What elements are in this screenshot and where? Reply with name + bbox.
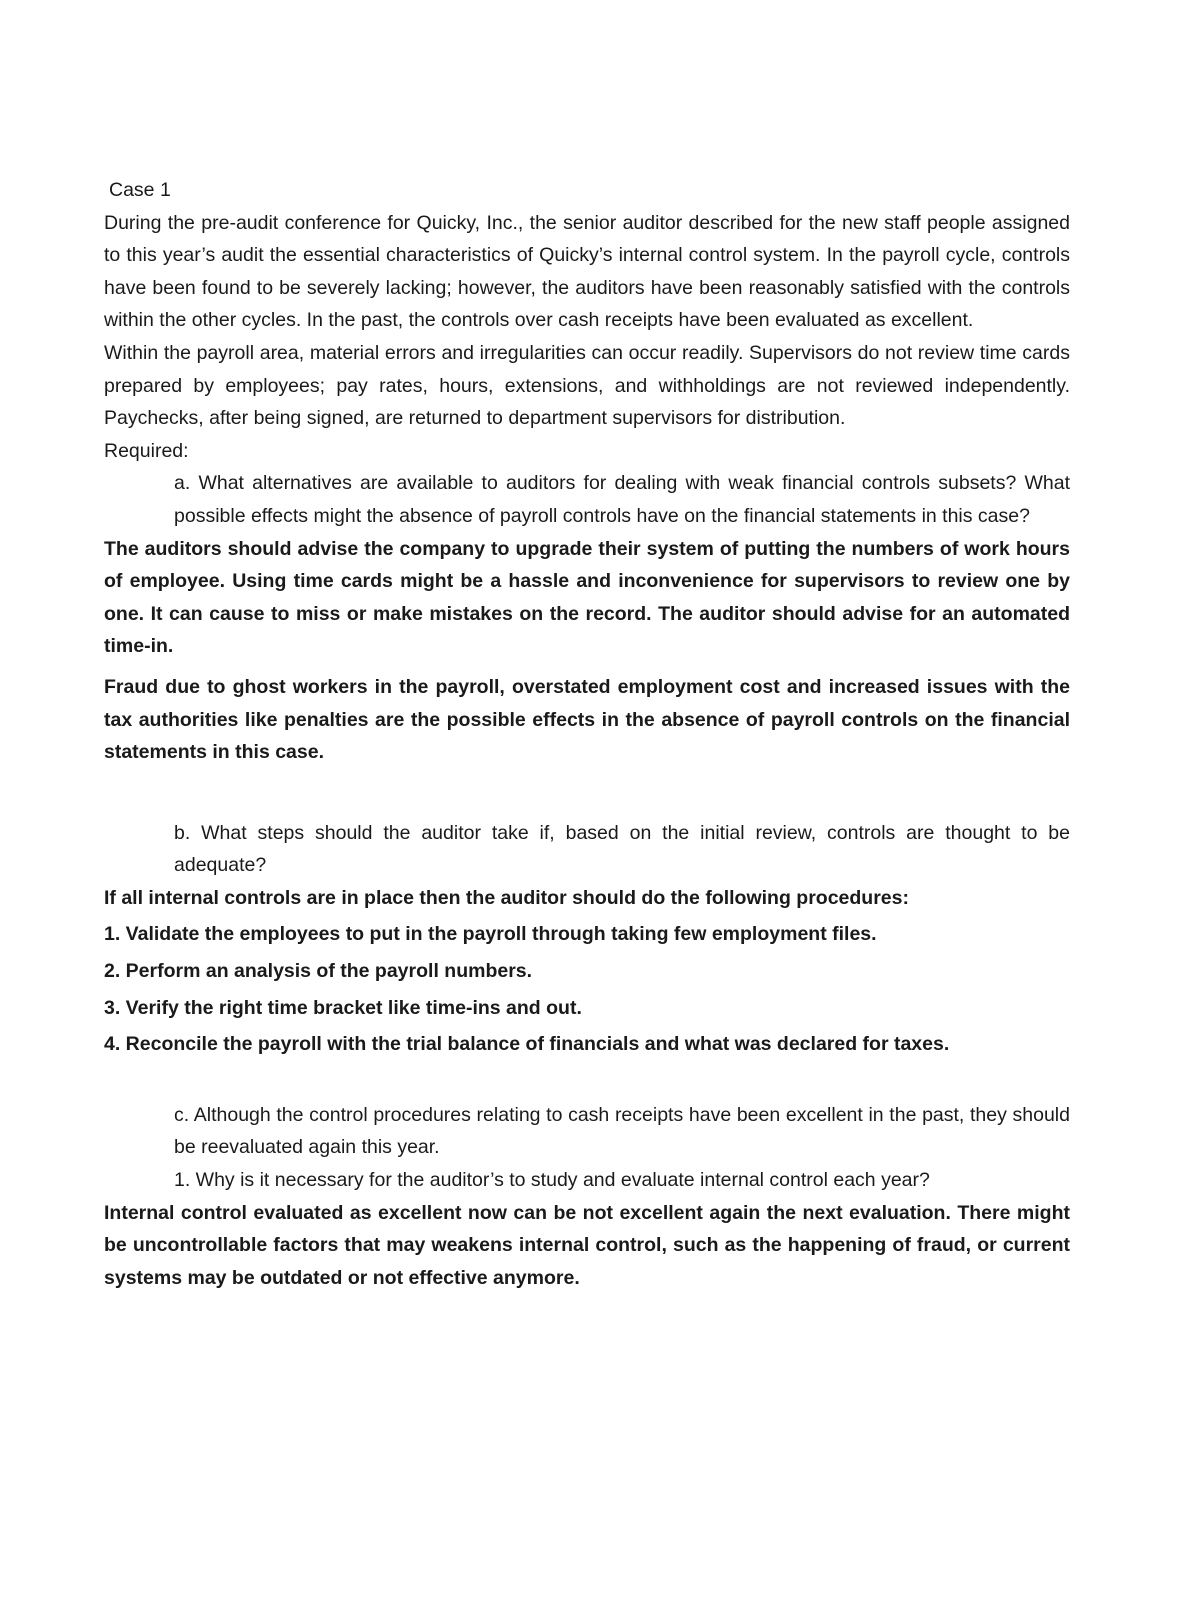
- question-c: c. Although the control procedures relating to cash receipts have been excellent in the past, they should be reevaluated again this year.: [174, 1103, 1070, 1159]
- answer-c-1: Internal control evaluated as excellent now can be not excellent again the next evaluation. There might be uncontrollable factors that may weakens internal control, such as the happening of fraud, or current systems may be outdated or not effective anymore.: [104, 1201, 1070, 1289]
- question-b: b. What steps should the auditor take if, based on the initial review, controls are thought to be adequate?: [174, 821, 1070, 877]
- question-c-1: 1. Why is it necessary for the auditor’s to study and evaluate internal control each year?: [174, 1169, 930, 1192]
- list-item: 2. Perform an analysis of the payroll numbers.: [104, 960, 533, 983]
- list-item: 1. Validate the employees to put in the payroll through taking few employment files.: [104, 923, 877, 946]
- answer-a-paragraph-2: Fraud due to ghost workers in the payroll, overstated employment cost and increased issues with the tax authorities like penalties are the possible effects in the absence of payroll controls on the financial statements in this case.: [104, 675, 1070, 764]
- list-item: 4. Reconcile the payroll with the trial balance of financials and what was declared for taxes.: [104, 1033, 950, 1056]
- required-label: Required:: [104, 439, 189, 462]
- case-title: Case 1: [109, 179, 171, 201]
- list-item: 3. Verify the right time bracket like time-ins and out.: [104, 996, 582, 1019]
- answer-a-paragraph-1: The auditors should advise the company to upgrade their system of putting the numbers of work hours of employee. Using time cards might be a hassle and inconvenience for supervisors to review one by one. It can cause to miss or make mistakes on the record. The auditor should advise for an automated time-in.: [104, 537, 1070, 658]
- payroll-paragraph: Within the payroll area, material errors and irregularities can occur readily. Supervisors do not review time cards prepared by employees; pay rates, hours, extensions, and withholdings are not reviewed independently. Paychecks, after being signed, are returned to department supervisors for distribution.: [104, 341, 1070, 430]
- document-page: [104, 174, 1070, 1294]
- intro-paragraph: During the pre-audit conference for Quicky, Inc., the senior auditor described for the new staff people assigned to this year’s audit the essential characteristics of Quicky’s internal control system. In the payroll cycle, controls have been found to be severely lacking; however, the auditors have been reasonably satisfied with the controls within the other cycles. In the past, the controls over cash receipts have been evaluated as excellent.: [104, 211, 1070, 332]
- answer-b-steps-list: [104, 918, 1070, 1060]
- question-a: a. What alternatives are available to auditors for dealing with weak financial controls subsets? What possible effects might the absence of payroll controls have on the financial statements in this case?: [174, 472, 1070, 527]
- answer-b-intro: If all internal controls are in place then the auditor should do the following procedures:: [104, 886, 909, 909]
